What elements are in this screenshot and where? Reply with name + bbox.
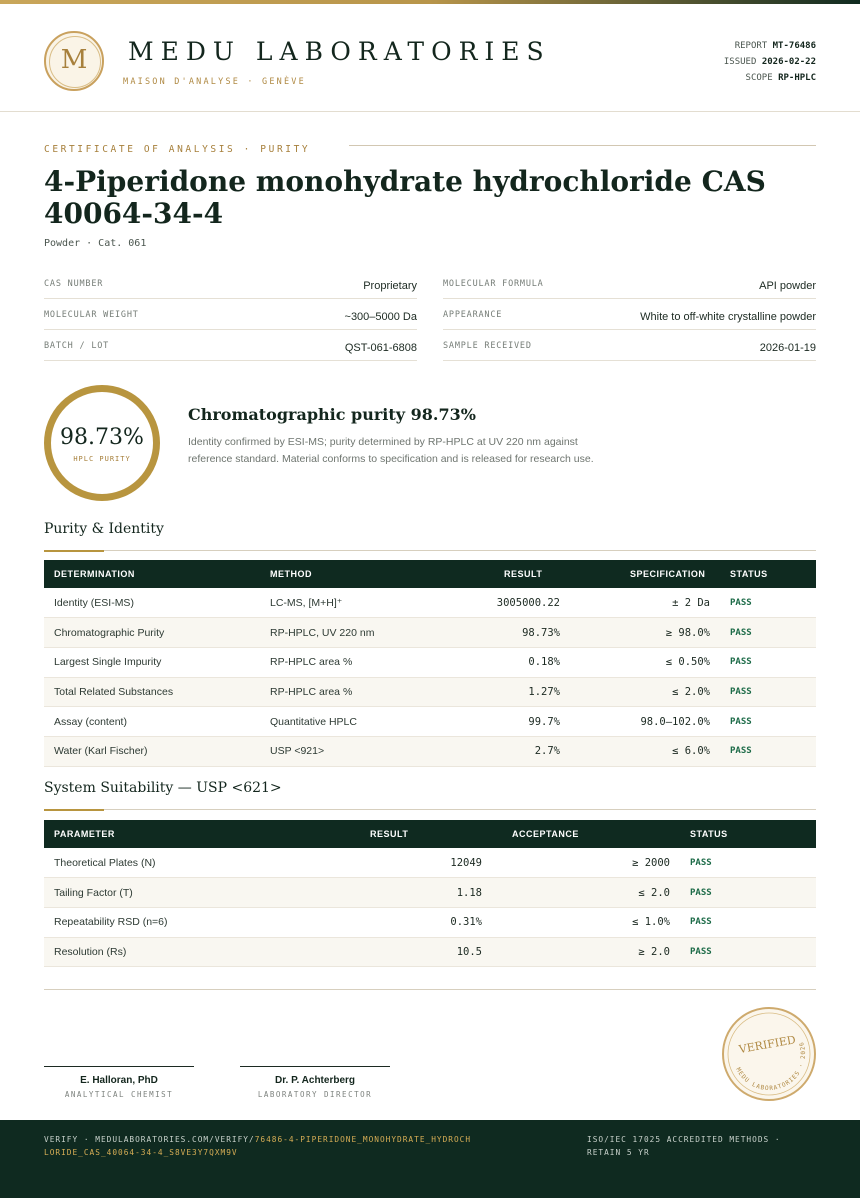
table-row: Resolution (Rs) 10.5 ≥ 2.0 PASS: [44, 937, 816, 967]
purity-identity-table: [44, 560, 816, 767]
column-header: METHOD: [270, 569, 312, 579]
report-meta: [724, 38, 816, 86]
table-header-row: [44, 560, 816, 588]
status-badge: PASS: [680, 907, 816, 937]
purity-heading: Chromatographic purity 98.73%: [188, 405, 476, 424]
column-header: SPECIFICATION: [630, 569, 706, 579]
spec-row: CAS NUMBER Proprietary: [44, 268, 417, 299]
status-badge: PASS: [720, 588, 816, 618]
product-subtitle: Powder · Cat. 061: [44, 238, 147, 249]
status-badge: PASS: [720, 736, 816, 766]
section-title: System Suitability — USP <621>: [44, 780, 282, 796]
column-header: PARAMETER: [54, 829, 115, 839]
report-scope: SCOPE RP-HPLC: [745, 73, 816, 83]
verify-link[interactable]: 76486-4-PIPERIDONE_MONOHYDRATE_HYDROCHLORIDE_CAS_40064-34-4_S8VE3Y7QXM9V: [44, 1135, 472, 1157]
table-header-row: [44, 820, 816, 848]
table-row: Theoretical Plates (N) 12049 ≥ 2000 PASS: [44, 848, 816, 878]
purity-description: Identity confirmed by ESI-MS; purity determined by RP-HPLC at UV 220 nm against reference standard. Material conforms to specification and is released for research use.: [188, 436, 594, 465]
verification-info: [44, 1133, 474, 1159]
section-divider: [44, 989, 816, 990]
section-purity-identity: [44, 521, 816, 551]
section-title: Purity & Identity: [44, 521, 164, 537]
page-title: 4-Piperidone monohydrate hydrochloride CAS 40064-34-4: [44, 165, 766, 230]
spec-column-right: [443, 268, 816, 361]
brand-tagline: MAISON D'ANALYSE · GENÈVE: [123, 77, 306, 87]
spec-row: MOLECULAR FORMULA API powder: [443, 268, 816, 299]
signature-laboratory-director: [240, 1066, 390, 1099]
table-row: Identity (ESI-MS) LC-MS, [M+H]⁺ 3005000.22 ± 2 Da PASS: [44, 588, 816, 618]
report-number: REPORT MT-76486: [734, 41, 816, 51]
column-header: ACCEPTANCE: [512, 829, 579, 839]
table-row: Largest Single Impurity RP-HPLC area % 0.18% ≤ 0.50% PASS: [44, 647, 816, 677]
status-badge: PASS: [680, 848, 816, 878]
signature-analytical-chemist: [44, 1066, 194, 1099]
status-badge: PASS: [680, 937, 816, 967]
status-badge: PASS: [720, 647, 816, 677]
column-header: DETERMINATION: [54, 569, 135, 579]
accreditation-note: ISO/IEC 17025 ACCREDITED METHODS · RETAIN 5 YR: [587, 1135, 781, 1157]
column-header: STATUS: [730, 569, 768, 579]
verify-prefix: VERIFY · MEDULABORATORIES.COM/VERIFY/: [44, 1135, 255, 1144]
verified-seal: [721, 1006, 817, 1102]
page-footer: [0, 1120, 860, 1198]
spec-row: BATCH / LOT QST-061-6808: [44, 330, 417, 361]
report-header: [0, 4, 860, 112]
column-header: RESULT: [504, 569, 543, 579]
signatory-role: LABORATORY DIRECTOR: [257, 1090, 373, 1099]
spec-row: SAMPLE RECEIVED 2026-01-19: [443, 330, 816, 361]
table-row: Chromatographic Purity RP-HPLC, UV 220 nm 98.73% ≥ 98.0% PASS: [44, 618, 816, 648]
brand-name: MEDU LABORATORIES: [128, 37, 551, 66]
status-badge: PASS: [720, 707, 816, 737]
table-row: Total Related Substances RP-HPLC area % 1.27% ≤ 2.0% PASS: [44, 677, 816, 707]
column-header: STATUS: [690, 829, 728, 839]
signatory-name: Dr. P. Achterberg: [274, 1075, 356, 1086]
status-badge: PASS: [680, 878, 816, 908]
seal-ring-text: MEDU LABORATORIES · 2026: [734, 1040, 808, 1093]
purity-value: 98.73%: [60, 425, 144, 450]
document-eyebrow: CERTIFICATE OF ANALYSIS · PURITY: [44, 139, 816, 151]
section-system-suitability: [44, 780, 816, 810]
status-badge: PASS: [720, 677, 816, 707]
spec-row: APPEARANCE White to off-white crystalline powder: [443, 299, 816, 330]
table-row: Tailing Factor (T) 1.18 ≤ 2.0 PASS: [44, 878, 816, 908]
column-header: RESULT: [370, 829, 409, 839]
seal-center-text: VERIFIED: [737, 1033, 797, 1057]
table-row: Assay (content) Quantitative HPLC 99.7% 98.0–102.0% PASS: [44, 707, 816, 737]
table-row: Repeatability RSD (n=6) 0.31% ≤ 1.0% PASS: [44, 907, 816, 937]
spec-row: MOLECULAR WEIGHT ~300–5000 Da: [44, 299, 417, 330]
issued-date: ISSUED 2026-02-22: [723, 57, 816, 67]
logo-letter: M: [60, 45, 88, 75]
status-badge: PASS: [720, 618, 816, 648]
system-suitability-table: [44, 820, 816, 967]
table-row: Water (Karl Fischer) USP <921> 2.7% ≤ 6.0% PASS: [44, 736, 816, 766]
purity-gauge-label: HPLC PURITY: [73, 455, 131, 463]
brand-logo: [44, 31, 104, 91]
spec-column-left: [44, 268, 417, 361]
purity-gauge: [44, 385, 160, 501]
signatory-role: ANALYTICAL CHEMIST: [64, 1090, 174, 1099]
signatory-name: E. Halloran, PhD: [80, 1075, 158, 1086]
